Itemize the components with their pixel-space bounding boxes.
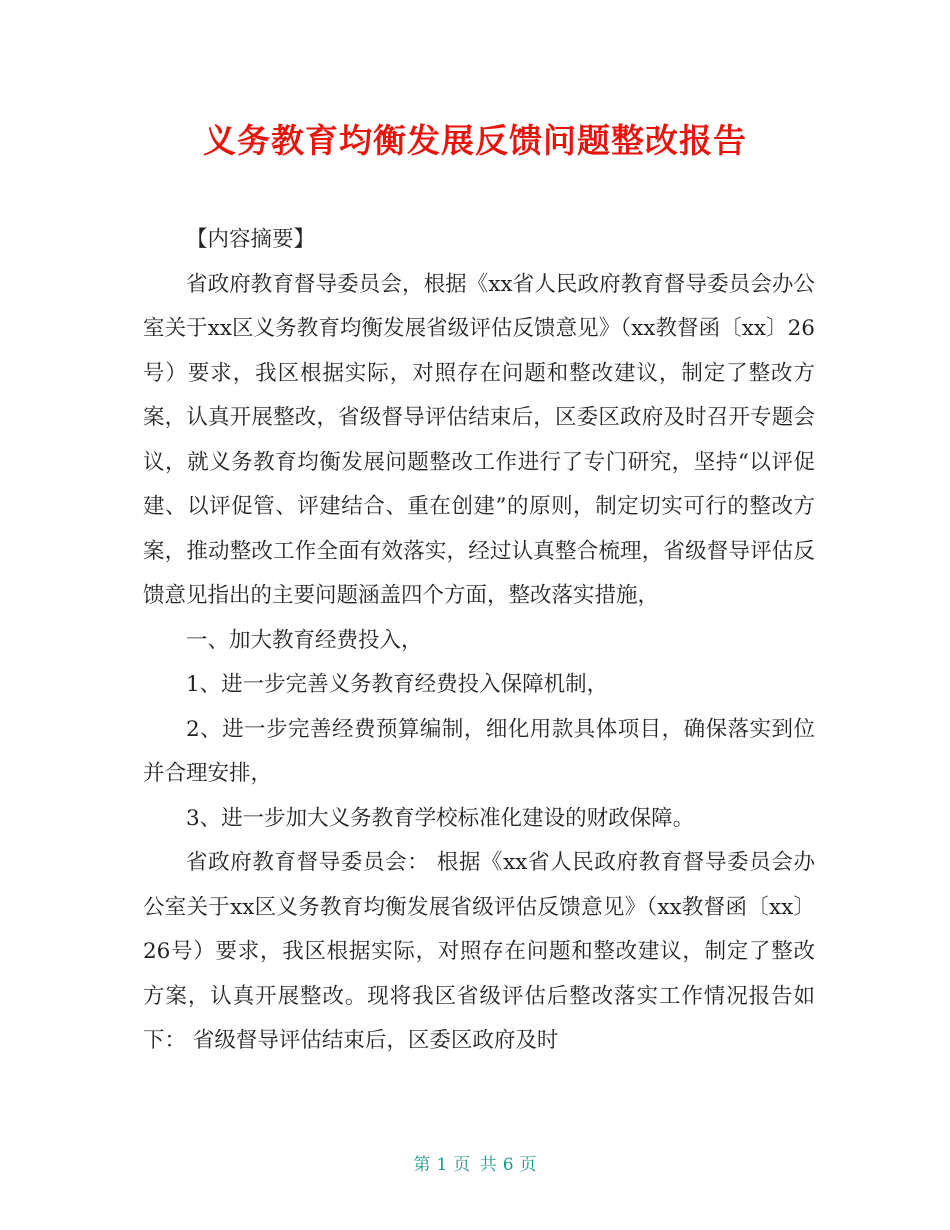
list-item: 3、进一步加大义务教育学校标准化建设的财政保障。	[186, 805, 695, 831]
total-pages: 6	[502, 1155, 514, 1175]
page-number: 1	[436, 1155, 448, 1175]
page-label-suffix: 页	[519, 1155, 537, 1175]
document-body	[143, 218, 815, 1064]
list-item: 2、进一步完善经费预算编制，细化用款具体项目，确保落实到位并合理安排，	[143, 716, 815, 786]
page-footer	[0, 1150, 950, 1175]
body-paragraph: 省政府教育督导委员会，根据《xx省人民政府教育督导委员会办公室关于xx区义务教育均衡发展省级评估反馈意见》（xx教督函〔xx〕26号）要求，我区根据实际，对照存在问题和整改建议，制定了整改方案，认真开展整改，省级督导评估结束后，区委区政府及时召开专题会议，就义务教育均衡发展问题整改工作进行了专门研究，坚持“以评促建、以评促管、评建结合、重在创建”的原则，制定切实可行的整改方案，推动整改工作全面有效落实，经过认真整合梳理，省级督导评估反馈意见指出的主要问题涵盖四个方面，整改落实措施，	[143, 271, 815, 608]
section-heading: 一、加大教育经费投入，	[186, 627, 423, 653]
document-title: 义务教育均衡发展反馈问题整改报告	[203, 121, 747, 160]
body-paragraph: 省政府教育督导委员会： 根据《xx省人民政府教育督导委员会办公室关于xx区义务教育均衡发展省级评估反馈意见》（xx教督函〔xx〕26号）要求，我区根据实际，对照存在问题和整改建议，制定了整改方案，认真开展整改。现将我区省级评估后整改落实工作情况报告如下： 省级督导评估结束后，区委区政府及时	[143, 850, 815, 1053]
page-label-mid: 页 共	[453, 1155, 497, 1175]
page-label-prefix: 第	[413, 1155, 431, 1175]
summary-heading: 【内容摘要】	[186, 227, 316, 252]
list-item: 1、进一步完善义务教育经费投入保障机制，	[186, 672, 609, 697]
